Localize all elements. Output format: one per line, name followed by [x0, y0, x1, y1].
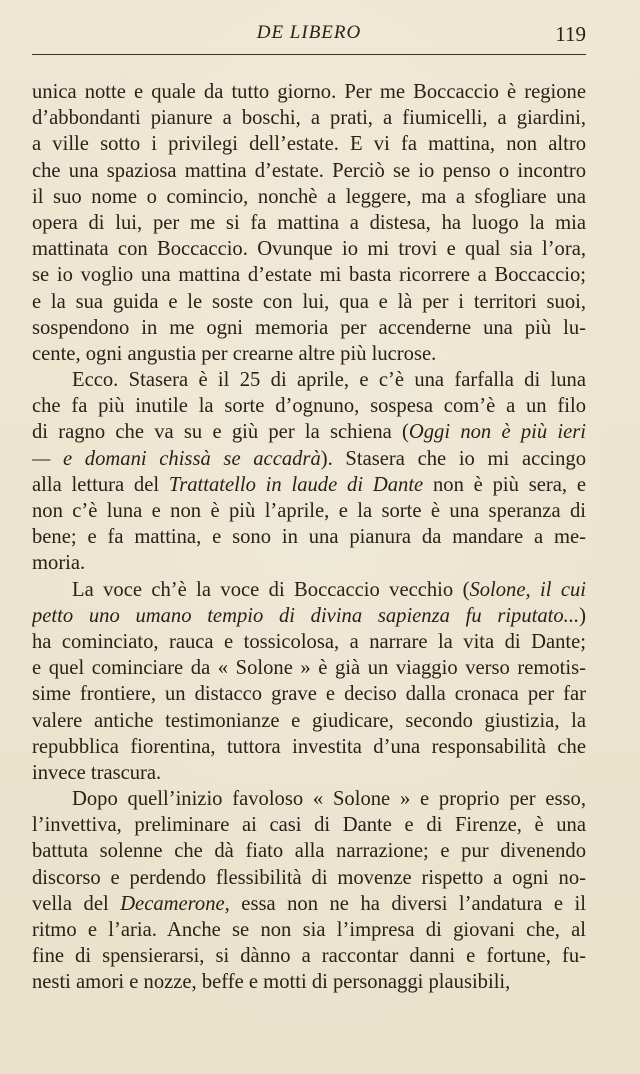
text-line	[32, 577, 586, 603]
text-line	[32, 734, 586, 760]
text-run: ). Stasera che io mi accingo	[320, 447, 586, 470]
text-run: mattinata con Boccaccio. Ovunque io mi trovi e qual sia l’ora,	[32, 238, 586, 261]
running-title: DE LIBERO	[256, 22, 362, 43]
text-run: essa non ne ha diversi l’andatura e il	[229, 892, 586, 915]
text-line	[32, 917, 586, 943]
text-run: non è più sera, e	[423, 473, 586, 496]
text-run: di ragno che va su e giù per la schiena (	[32, 421, 409, 444]
text-line	[32, 498, 586, 524]
text-line	[32, 472, 586, 498]
text-line	[32, 550, 586, 576]
text-line	[32, 603, 586, 629]
text-run: che fa più inutile la sorte d’ognuno, sospesa com’è a un filo	[32, 395, 586, 418]
page-header	[32, 20, 586, 55]
text-run: sime frontiere, un distacco grave e deciso dalla cronaca per far	[32, 683, 586, 706]
text-run: che una spaziosa mattina d’estate. Perciò se io penso o incontro	[32, 159, 586, 182]
text-run: e la sua guida e le soste con lui, qua e là per i territori suoi,	[32, 290, 586, 313]
text-run: opera di lui, per me si fa mattina a distesa, ha luogo la mia	[32, 211, 586, 234]
paragraph	[32, 786, 586, 996]
text-run: battuta solenne che dà fiato alla narrazione; e pur divenendo	[32, 840, 586, 863]
body-text	[32, 79, 586, 996]
text-line	[32, 655, 586, 681]
text-line	[32, 629, 586, 655]
italic-text: Trattatello in laude di Dante	[168, 473, 424, 496]
text-line	[32, 105, 586, 131]
text-run: nesti amori e nozze, beffe e motti di personaggi plausibili,	[32, 971, 511, 994]
paragraph	[32, 79, 586, 367]
text-run: vella del	[32, 892, 121, 915]
text-run: se io voglio una mattina d’estate mi basta ricorrere a Boccaccio;	[32, 264, 586, 287]
text-run: d’abbondanti pianure a boschi, a prati, a fiumicelli, a giardini,	[32, 107, 586, 130]
text-run: unica notte e quale da tutto giorno. Per me Boccaccio è regione	[32, 81, 586, 103]
text-run: ha cominciato, rauca e tossicolosa, a narrare la vita di Dante;	[32, 630, 586, 653]
italic-text: Decamerone,	[120, 892, 230, 915]
text-line	[32, 838, 586, 864]
text-line	[32, 289, 586, 315]
text-line	[32, 184, 586, 210]
text-line	[32, 681, 586, 707]
italic-text: Solone, il cui	[469, 578, 586, 601]
text-run: )	[579, 604, 586, 627]
text-line	[32, 943, 586, 969]
text-run: La voce ch’è la voce di Boccaccio vecchio (	[72, 578, 470, 601]
paragraph	[32, 577, 586, 787]
page-number: 119	[555, 22, 586, 46]
text-line	[32, 891, 586, 917]
text-line	[32, 341, 586, 367]
text-line	[32, 393, 586, 419]
text-line	[32, 708, 586, 734]
text-line	[32, 158, 586, 184]
text-line	[32, 419, 586, 445]
text-run: il suo nome o comincio, nonchè a leggere, ma a sfogliare una	[32, 185, 586, 208]
text-run: moria.	[32, 552, 86, 575]
text-line	[32, 812, 586, 838]
text-run: l’invettiva, preliminare ai casi di Dante e di Firenze, è una	[32, 814, 586, 837]
text-run: alla lettura del	[32, 473, 169, 496]
text-run: a ville sotto i privilegi dell’estate. E vi fa mattina, non altro	[32, 133, 586, 156]
italic-text: Oggi non è più ieri	[408, 421, 586, 444]
text-line	[32, 210, 586, 236]
text-run: valere antiche testimonianze e giudicare, secondo giustizia, la	[32, 709, 586, 732]
text-line	[32, 786, 586, 812]
text-line	[32, 367, 586, 393]
text-line	[32, 236, 586, 262]
text-run: discorso e perdendo flessibilità di movenze rispetto a ogni no-	[32, 866, 586, 889]
text-run: bene; e fa mattina, e sono in una pianura da mandare a me-	[32, 526, 586, 549]
text-run: sospendono in me ogni memoria per accenderne una più lu-	[32, 316, 586, 339]
text-run: fine di spensierarsi, si dànno a raccontar danni e fortune, fu-	[32, 945, 586, 968]
text-run: e quel cominciare da « Solone » è già un viaggio verso remotis-	[32, 657, 586, 680]
text-line	[32, 760, 586, 786]
text-line	[32, 315, 586, 341]
text-line	[32, 446, 586, 472]
text-run: repubblica fiorentina, tuttora investita d’una responsabilità che	[32, 735, 586, 758]
text-run: invece trascura.	[32, 761, 162, 784]
text-run: Dopo quell’inizio favoloso « Solone » e proprio per esso,	[72, 788, 586, 811]
italic-text: petto uno umano tempio di divina sapienza fu riputato...	[32, 604, 580, 627]
text-run: ritmo e l’aria. Anche se non sia l’impresa di giovani che, al	[32, 919, 586, 941]
text-line	[32, 79, 586, 105]
text-line	[32, 262, 586, 288]
text-run: Ecco. Stasera è il 25 di aprile, e c’è una farfalla di luna	[72, 369, 586, 392]
paragraph	[32, 367, 586, 577]
text-line	[32, 524, 586, 550]
text-run: cente, ogni angustia per crearne altre più lucrose.	[32, 342, 437, 365]
text-run: non c’è luna e non è più l’aprile, e la sorte è una speranza di	[32, 500, 586, 522]
text-line	[32, 969, 586, 995]
italic-text: — e domani chissà se accadrà	[32, 447, 321, 470]
text-line	[32, 131, 586, 157]
text-line	[32, 865, 586, 891]
